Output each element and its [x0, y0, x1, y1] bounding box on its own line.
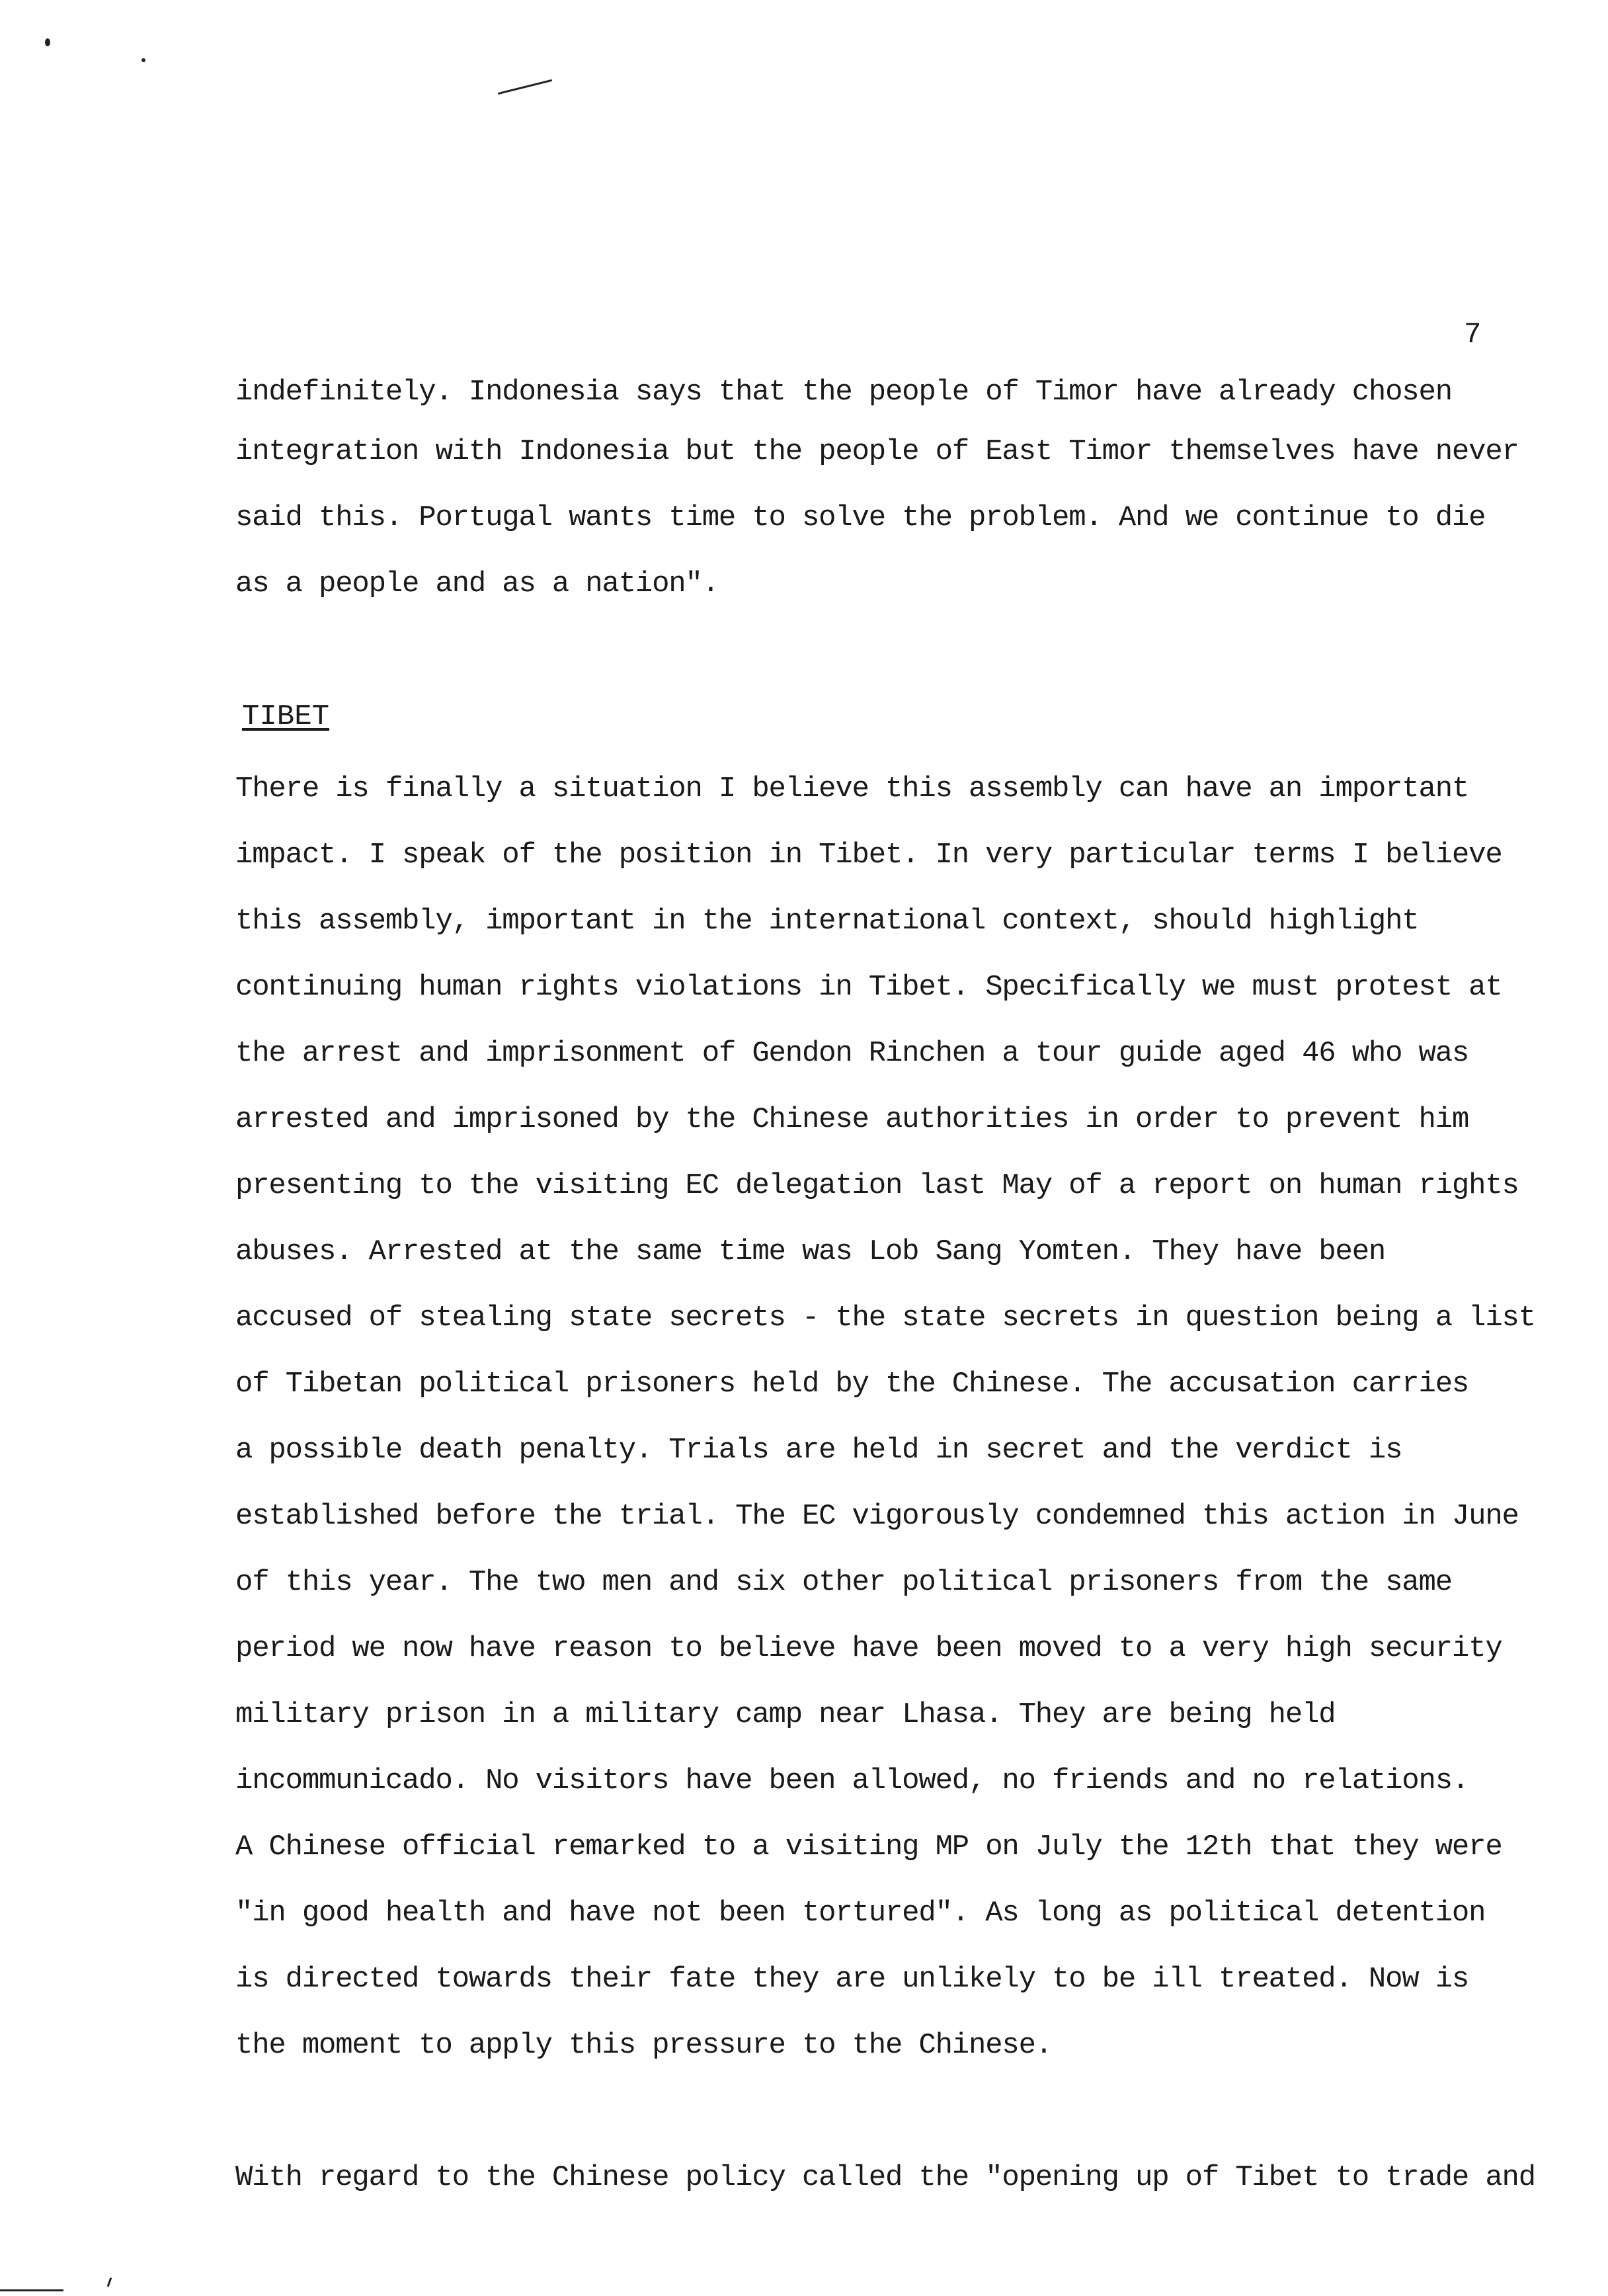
text-line: accused of stealing state secrets - the state secrets in question being a list: [235, 1301, 1535, 1334]
text-line: the moment to apply this pressure to the Chinese.: [235, 2029, 1053, 2062]
text-line: abuses. Arrested at the same time was Lob Sang Yomten. They have been: [235, 1235, 1386, 1268]
text-line: impact. I speak of the position in Tibet. In very particular terms I believe: [235, 839, 1502, 872]
text-line: the arrest and imprisonment of Gendon Rinchen a tour guide aged 46 who was: [235, 1037, 1469, 1070]
page-number: 7: [1464, 318, 1482, 351]
text-line: presenting to the visiting EC delegation last May of a report on human rights: [235, 1169, 1519, 1202]
scan-speck: [141, 58, 145, 62]
scan-speck: [45, 38, 50, 46]
text-line: this assembly, important in the international context, should highlight: [235, 905, 1419, 938]
text-line: integration with Indonesia but the people of East Timor themselves have never: [235, 435, 1519, 468]
section-heading: TIBET: [242, 700, 330, 733]
text-line: as a people and as a nation".: [235, 567, 719, 600]
text-line: indefinitely. Indonesia says that the people of Timor have already chosen: [235, 376, 1452, 409]
text-line: of Tibetan political prisoners held by the Chinese. The accusation carries: [235, 1368, 1469, 1401]
scan-speck: [107, 2277, 112, 2287]
text-line: arrested and imprisoned by the Chinese authorities in order to prevent him: [235, 1103, 1469, 1136]
text-line: period we now have reason to believe have been moved to a very high security: [235, 1632, 1502, 1665]
text-line: incommunicado. No visitors have been allowed, no friends and no relations.: [235, 1764, 1469, 1797]
text-line: A Chinese official remarked to a visiting MP on July the 12th that they were: [235, 1830, 1502, 1864]
text-line: established before the trial. The EC vigorously condemned this action in June: [235, 1500, 1519, 1533]
text-line: is directed towards their fate they are unlikely to be ill treated. Now is: [235, 1963, 1469, 1996]
text-line: said this. Portugal wants time to solve the problem. And we continue to die: [235, 501, 1486, 534]
text-line: military prison in a military camp near Lhasa. They are being held: [235, 1698, 1336, 1731]
text-line: a possible death penalty. Trials are held in secret and the verdict is: [235, 1434, 1402, 1467]
scan-stroke: [498, 79, 552, 95]
text-line: of this year. The two men and six other political prisoners from the same: [235, 1566, 1452, 1599]
text-line: With regard to the Chinese policy called the "opening up of Tibet to trade and: [235, 2161, 1535, 2194]
text-line: "in good health and have not been tortured". As long as political detention: [235, 1897, 1486, 1930]
text-line: continuing human rights violations in Tibet. Specifically we must protest at: [235, 971, 1502, 1004]
text-line: There is finally a situation I believe this assembly can have an important: [235, 772, 1469, 805]
scan-edge-line: [0, 2289, 63, 2291]
